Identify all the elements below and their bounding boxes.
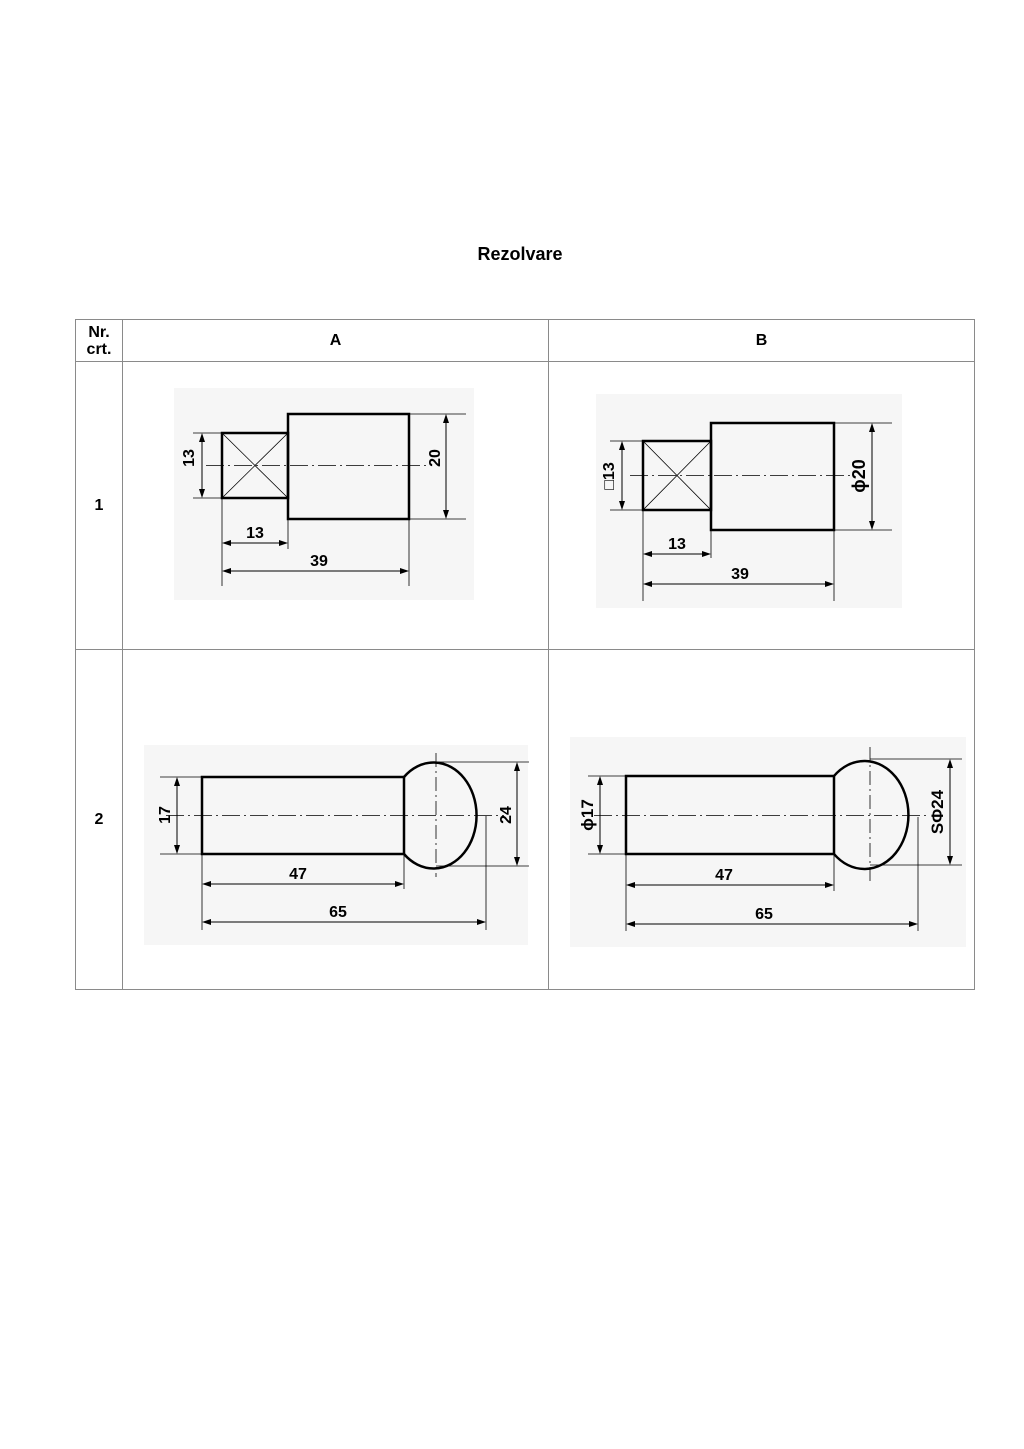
header-col-a: A — [123, 320, 549, 362]
row-number: 2 — [76, 650, 123, 990]
dim-right: SΦ24 — [927, 789, 947, 834]
dim-short: 13 — [245, 524, 264, 542]
cell-1a — [123, 362, 549, 650]
page-title: Rezolvare — [477, 244, 563, 264]
table-row — [76, 650, 975, 990]
header-nr-crt — [76, 320, 123, 362]
dim-left: 13 — [180, 448, 198, 467]
dim-short: 13 — [667, 535, 686, 553]
dim-right: 20 — [426, 448, 444, 467]
drawing-1a — [126, 366, 546, 646]
table-row — [76, 362, 975, 650]
solution-table — [75, 319, 975, 990]
dim-short: 47 — [714, 866, 733, 884]
dim-long: 39 — [730, 565, 749, 583]
cell-1b — [549, 362, 975, 650]
drawing-2b — [550, 655, 974, 985]
row-number: 1 — [76, 362, 123, 650]
dim-short: 47 — [288, 865, 307, 883]
dim-right: ϕ20 — [848, 458, 869, 493]
cell-2b — [549, 650, 975, 990]
cell-2a — [123, 650, 549, 990]
dim-right: 24 — [497, 805, 515, 824]
dim-long: 65 — [328, 903, 347, 921]
dim-left: □13 — [600, 461, 618, 490]
drawing-2a — [124, 655, 548, 985]
dim-long: 65 — [754, 905, 773, 923]
dim-left: 17 — [156, 805, 174, 824]
dim-left: ϕ17 — [577, 798, 597, 831]
header-nr-line2: crt. — [86, 340, 112, 358]
header-nr-line1: Nr. — [88, 323, 110, 341]
header-row — [76, 320, 975, 362]
dim-long: 39 — [309, 552, 328, 570]
header-col-b: B — [549, 320, 975, 362]
drawing-1b — [552, 366, 972, 646]
